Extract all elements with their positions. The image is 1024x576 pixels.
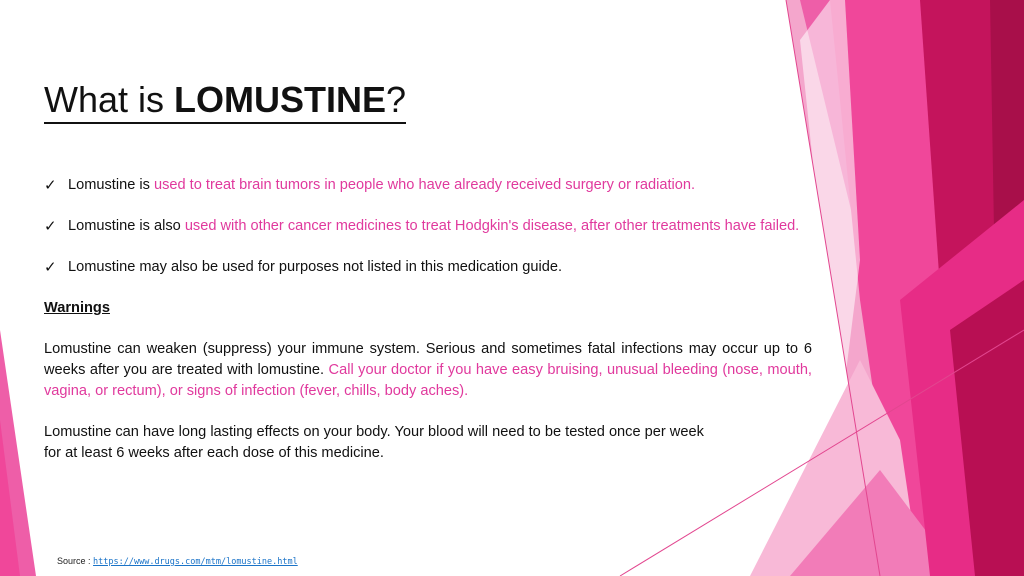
title-drug-name: LOMUSTINE [174, 79, 387, 120]
title-suffix: ? [386, 79, 407, 120]
bullet-plain-text: Lomustine is [68, 177, 154, 193]
bullet-highlight-text: used to treat brain tumors in people who have already received surgery or radiation. [153, 177, 696, 193]
bullet-plain-text: Lomustine is also [68, 218, 185, 234]
source-citation [57, 556, 298, 567]
bullet-item [44, 175, 812, 196]
source-label: Source : [57, 556, 94, 566]
warnings-paragraph-2: Lomustine can have long lasting effects on your body. Your blood will need to be tested once per week for at least 6 weeks after each dose of this medicine. [44, 424, 704, 461]
checkmark-icon: ✓ [44, 259, 57, 276]
bullet-plain-text: Lomustine may also be used for purposes not listed in this medication guide. [68, 259, 563, 275]
bullet-item [44, 216, 812, 237]
bullet-highlight-text: used with other cancer medicines to treat Hodgkin's disease, after other treatments have failed. [184, 218, 800, 234]
page-title [44, 78, 406, 124]
checkmark-icon: ✓ [44, 218, 57, 235]
checkmark-icon: ✓ [44, 177, 57, 194]
bullet-item [44, 257, 812, 278]
warnings-paragraph-1 [44, 339, 812, 402]
source-link[interactable]: https://www.drugs.com/mtm/lomustine.html [93, 557, 298, 567]
content-body [44, 175, 812, 484]
warnings-highlight-text: Call your doctor if you have easy bruising, unusual bleeding (nose, mouth, vagina, or rectum), or signs of infection (fever, chills, body aches). [44, 362, 812, 399]
warnings-plain-text: Lomustine can weaken (suppress) your immune system. Serious and sometimes fatal infections may occur up to 6 weeks after you are treated with lomustine. [44, 341, 812, 378]
title-prefix: What is [44, 79, 175, 120]
warnings-heading: Warnings [44, 300, 110, 316]
